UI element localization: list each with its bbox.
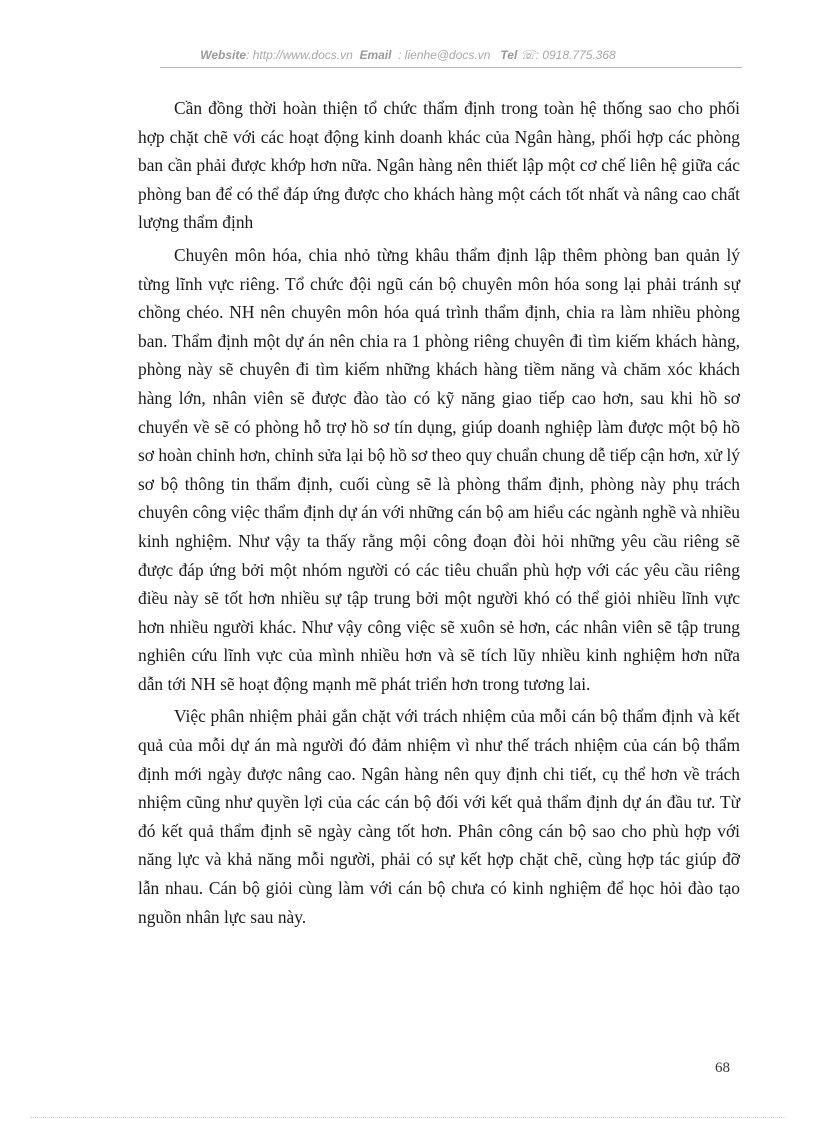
paragraph: Chuyên môn hóa, chia nhỏ từng khâu thẩm định lập thêm phòng ban quản lý từng lĩnh vực riêng. Tổ chức đội ngũ cán bộ chuyên môn hóa song lại phải tránh sự chồng chéo. NH nên chuyên môn hóa quá trình thẩm định, chia ra làm nhiều phòng ban. Thẩm định một dự án nên chia ra 1 phòng riêng chuyên đi tìm kiếm khách hàng, phòng này sẽ chuyên đi tìm kiếm những khách hàng tiềm năng và chăm xóc khách hàng lớn, nhân viên sẽ được đào tào có kỹ năng giao tiếp cao hơn, sau khi hồ sơ chuyển về sẽ có phòng hỗ trợ hồ sơ tín dụng, giúp doanh nghiệp làm được một bộ hồ sơ hoàn chỉnh hơn, chỉnh sửa lại bộ hồ sơ theo quy chuẩn chung dễ tiếp cận hơn, xử lý sơ bộ thông tin thẩm định, cuối cùng sẽ là phòng thẩm định, phòng này phụ trách chuyên công việc thẩm định dự án với những cán bộ am hiểu các ngành nghề và nhiều kinh nghiệm. Như vậy ta thấy rằng mội công đoạn đòi hỏi những yêu cầu riêng sẽ được đáp ứng bởi một nhóm người có các tiêu chuẩn phù hợp với các yêu cầu riêng điều này sẽ tốt hơn nhiều sự tập trung bởi một người khó có thể giỏi nhiều lĩnh vực hơn nhiều người khác. Như vậy công việc sẽ xuôn sẻ hơn, các nhân viên sẽ tập trung nghiên cứu lĩnh vực của mình nhiều hơn và sẽ tích lũy nhiều kinh nghiệm hơn nữa dẫn tới NH sẽ hoạt động mạnh mẽ phát triển hơn trong tương lai. — [138, 244, 740, 694]
paragraph: Cần đồng thời hoàn thiện tổ chức thẩm định trong toàn hệ thống sao cho phối hợp chặt chẽ với các hoạt động kinh doanh khác của Ngân hàng, phối hợp các phòng ban cần phải được khớp hơn nữa. Ngân hàng nên thiết lập một cơ chế liên hệ giữa các phòng ban để có thể đáp ứng được cho khách hàng một cách tốt nhất và nâng cao chất lượng thẩm định — [138, 98, 740, 233]
body-text — [138, 94, 740, 935]
email-label: Email — [359, 48, 392, 62]
footer-divider — [30, 1117, 786, 1118]
page-number: 68 — [715, 1060, 730, 1076]
phone-icon: ☏ — [520, 48, 536, 62]
header-divider — [160, 67, 742, 68]
tel-label: Tel — [500, 48, 518, 62]
email-link[interactable]: : lienhe@docs.vn — [398, 48, 491, 62]
page-header — [0, 48, 816, 62]
paragraph: Việc phân nhiệm phải gắn chặt với trách nhiệm của mỗi cán bộ thẩm định và kết quả của mỗi dự án mà người đó đảm nhiệm vì như thế trách nhiệm của cán bộ thẩm định mới ngày được nâng cao. Ngân hàng nên quy định chi tiết, cụ thể hơn về trách nhiệm cũng như quyền lợi của các cán bộ đối với kết quả thẩm định dự án đầu tư. Từ đó kết quả thẩm định sẽ ngày càng tốt hơn. Phân công cán bộ sao cho phù hợp với năng lực và khả năng mỗi người, phải có sự kết hợp chặt chẽ, cùng hợp tác giúp đỡ lẫn nhau. Cán bộ giỏi cùng làm với cán bộ chưa có kinh nghiệm để học hỏi đào tạo nguồn nhân lực sau này. — [138, 706, 740, 927]
tel-value: : 0918.775.368 — [535, 48, 616, 62]
website-link[interactable]: : http://www.docs.vn — [246, 48, 353, 62]
website-label: Website — [200, 48, 247, 62]
